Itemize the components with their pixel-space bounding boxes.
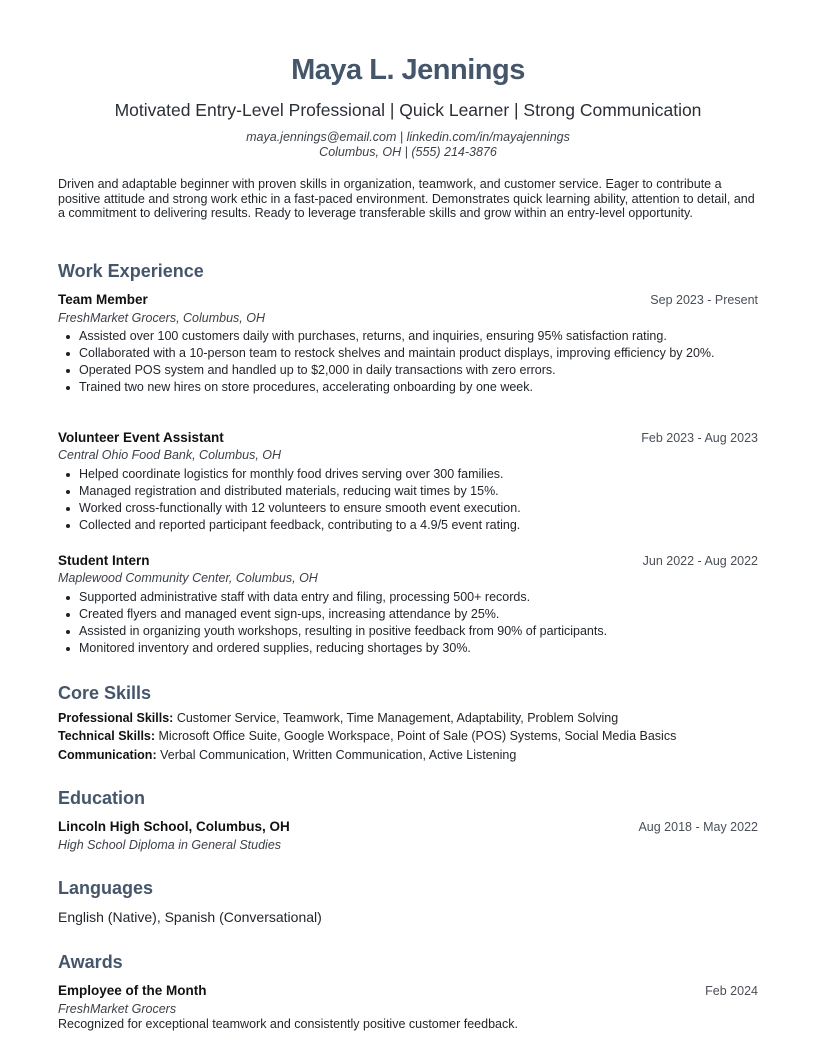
tagline: Motivated Entry-Level Professional | Quick Learner | Strong Communication	[114, 100, 702, 120]
bullet-item: Worked cross-functionally with 12 volunteers to ensure smooth event execution.	[58, 501, 758, 516]
professional-summary: Driven and adaptable beginner with proven skills in organization, teamwork, and customer service. Eager to contribute a positive attitude and strong work ethic in a fast-paced environment. Demonstrates quick learning ability, attention to detail, and a commitment to delivering results. Ready to leverage transferable skills and grow within an entry-level opportunity.	[58, 177, 755, 221]
bullet-item: Assisted in organizing youth workshops, resulting in positive feedback from 90% of participants.	[58, 624, 758, 639]
job-bullets	[58, 329, 758, 395]
contact-email-linkedin: maya.jennings@email.com | linkedin.com/in/mayajennings	[246, 130, 570, 144]
bullet-item: Operated POS system and handled up to $2,000 in daily transactions with zero errors.	[58, 363, 758, 378]
skill-value: Customer Service, Teamwork, Time Management, Adaptability, Problem Solving	[176, 711, 619, 725]
skill-line-communication	[58, 747, 516, 763]
job-organization: Central Ohio Food Bank, Columbus, OH	[58, 448, 282, 462]
job-title: Team Member	[58, 292, 148, 307]
job-organization: FreshMarket Grocers, Columbus, OH	[58, 311, 265, 325]
job-bullets	[58, 590, 758, 656]
job-title: Volunteer Event Assistant	[58, 430, 224, 445]
bullet-item: Assisted over 100 customers daily with purchases, returns, and inquiries, ensuring 95% satisfaction rating.	[58, 329, 758, 344]
bullet-item: Managed registration and distributed materials, reducing wait times by 15%.	[58, 484, 758, 499]
award-date: Feb 2024	[705, 984, 758, 998]
education-school: Lincoln High School, Columbus, OH	[58, 819, 290, 834]
bullet-item: Supported administrative staff with data entry and filing, processing 500+ records.	[58, 590, 758, 605]
job-dates: Feb 2023 - Aug 2023	[641, 431, 758, 445]
languages-list: English (Native), Spanish (Conversational)	[58, 909, 322, 925]
job-title: Student Intern	[58, 553, 150, 568]
section-title-awards: Awards	[58, 952, 123, 972]
education-dates: Aug 2018 - May 2022	[638, 820, 758, 834]
section-title-core-skills: Core Skills	[58, 683, 152, 703]
skill-label: Professional Skills:	[58, 711, 174, 725]
skill-label: Communication:	[58, 748, 157, 762]
award-organization: FreshMarket Grocers	[58, 1002, 177, 1016]
contact-location-phone: Columbus, OH | (555) 214-3876	[319, 145, 497, 159]
bullet-item: Collaborated with a 10-person team to restock shelves and maintain product displays, improving efficiency by 20%.	[58, 346, 758, 361]
job-dates: Jun 2022 - Aug 2022	[642, 554, 758, 568]
education-degree: High School Diploma in General Studies	[58, 838, 282, 852]
candidate-name: Maya L. Jennings	[291, 54, 525, 86]
bullet-item: Created flyers and managed event sign-ups, increasing attendance by 25%.	[58, 607, 758, 622]
skill-line-professional	[58, 710, 618, 726]
bullet-item: Monitored inventory and ordered supplies, reducing shortages by 30%.	[58, 641, 758, 656]
award-description: Recognized for exceptional teamwork and consistently positive customer feedback.	[58, 1017, 518, 1031]
award-title: Employee of the Month	[58, 983, 207, 998]
job-dates: Sep 2023 - Present	[650, 293, 758, 307]
skill-label: Technical Skills:	[58, 729, 156, 743]
job-bullets	[58, 467, 758, 533]
bullet-item: Helped coordinate logistics for monthly food drives serving over 300 families.	[58, 467, 758, 482]
section-title-education: Education	[58, 788, 146, 808]
bullet-item: Trained two new hires on store procedures, accelerating onboarding by one week.	[58, 380, 758, 395]
section-title-languages: Languages	[58, 878, 154, 898]
skill-value: Microsoft Office Suite, Google Workspace, Point of Sale (POS) Systems, Social Media Basics	[158, 729, 677, 743]
skill-line-technical	[58, 728, 676, 744]
job-organization: Maplewood Community Center, Columbus, OH	[58, 571, 318, 585]
skill-value: Verbal Communication, Written Communication, Active Listening	[160, 748, 517, 762]
section-title-work-experience: Work Experience	[58, 261, 204, 281]
bullet-item: Collected and reported participant feedback, contributing to a 4.9/5 event rating.	[58, 518, 758, 533]
